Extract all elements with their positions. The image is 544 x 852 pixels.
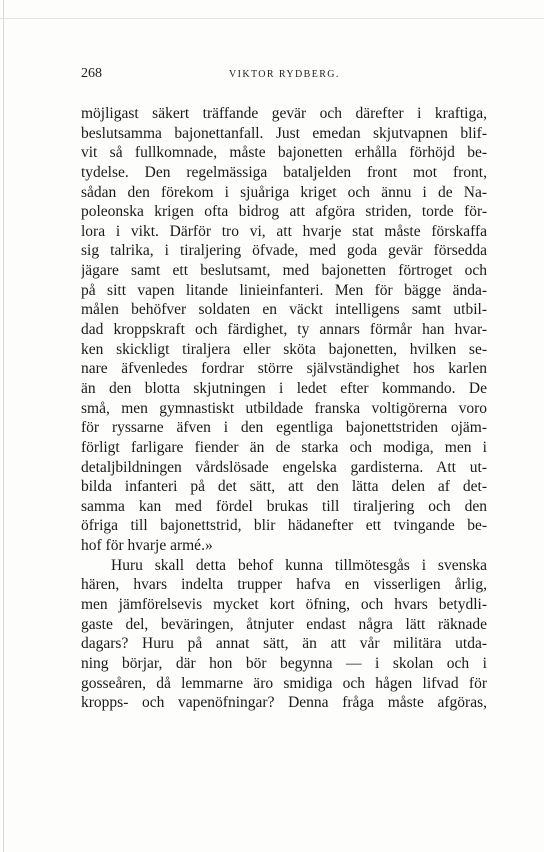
text-line: detaljbildningen vårdslösade engelska gardisterna. Att ut-: [81, 458, 487, 476]
text-line: än den blotta skjutningen i ledet efter kommando. De: [81, 379, 487, 397]
paragraph-start-line: Huru skall detta behof kunna tillmötesgås i svenska: [111, 556, 487, 574]
text-line: kropps- och vapenöfningar? Denna fråga måste afgöras,: [81, 694, 487, 712]
page-edge-top: [0, 18, 544, 19]
text-line: möjligast säkert träffande gevär och därefter i kraftiga,: [81, 105, 487, 122]
page-edge-left: [3, 0, 4, 852]
text-line: men jämförelsevis mycket kort öfning, och hvars betydli-: [81, 596, 487, 614]
body-text: [81, 104, 487, 713]
text-line: små, men gymnastiskt utbildade franska voltigörerna voro: [81, 399, 487, 417]
text-line: på sitt vapen litande linieinfanteri. Men för bägge ända-: [81, 281, 487, 299]
text-line: öfriga till bajonettstrid, blir hädanefter ett tvingande be-: [81, 517, 487, 535]
text-line: sig talrika, i tiraljering öfvade, med goda gevär försedda: [81, 242, 487, 260]
text-line: lora i vikt. Därför tro vi, att hvarje stat måste förskaffa: [81, 222, 487, 240]
text-line: gaste del, beväringen, åtnjuter endast några lätt räknade: [81, 615, 487, 633]
text-line: för ryssarne äfven i den egentliga bajonettstriden ojäm-: [81, 419, 487, 437]
text-line: dagars? Huru på annat sätt, än att vår militära utda-: [81, 635, 487, 653]
text-line: vit så fullkomnade, måste bajonetten erhålla förhöjd be-: [81, 144, 487, 162]
text-line: bilda infanteri på det sätt, att den lätta delen af det-: [81, 478, 487, 496]
text-line: dad kroppskraft och färdighet, ty annars förmår han hvar-: [81, 321, 487, 339]
text-line: beslutsamma bajonettanfall. Just emedan skjutvapnen blif-: [81, 124, 487, 142]
text-line: tydelse. Den regelmässiga bataljelden front mot front,: [81, 163, 487, 181]
text-line: hären, hvars indelta trupper hafva en visserligen årlig,: [81, 576, 487, 594]
text-line: målen behöfver soldaten en väckt intelligens samt utbil-: [81, 301, 487, 319]
text-line: ning börjar, där hon bör begynna — i skolan och i: [81, 654, 487, 672]
text-line: nare äfvenledes fordrar större självständighet hos karlen: [81, 360, 487, 378]
page-header: [81, 66, 489, 84]
page-number: 268: [81, 66, 102, 81]
text-line: poleonska krigen ofta bidrog att afgöra striden, torde för-: [81, 203, 487, 221]
text-line: jägare samt ett beslutsamt, med bajonetten förtroget och: [81, 262, 487, 280]
running-head: VIKTOR RYDBERG.: [229, 69, 340, 80]
text-line: förligt farligare fiender än de starka och modiga, men i: [81, 438, 487, 456]
text-line: ken skickligt tiraljera eller sköta bajonetten, hvilken se-: [81, 340, 487, 358]
text-line: sådan den förekom i sjuåriga kriget och ännu i de Na-: [81, 183, 487, 201]
text-line: gosseåren, då lemmarne äro smidiga och hågen lifvad för: [81, 674, 487, 692]
text-line: samma kan med fördel brukas till tiraljering och den: [81, 497, 487, 515]
paragraph-end-line: hof för hvarje armé.»: [81, 537, 213, 555]
